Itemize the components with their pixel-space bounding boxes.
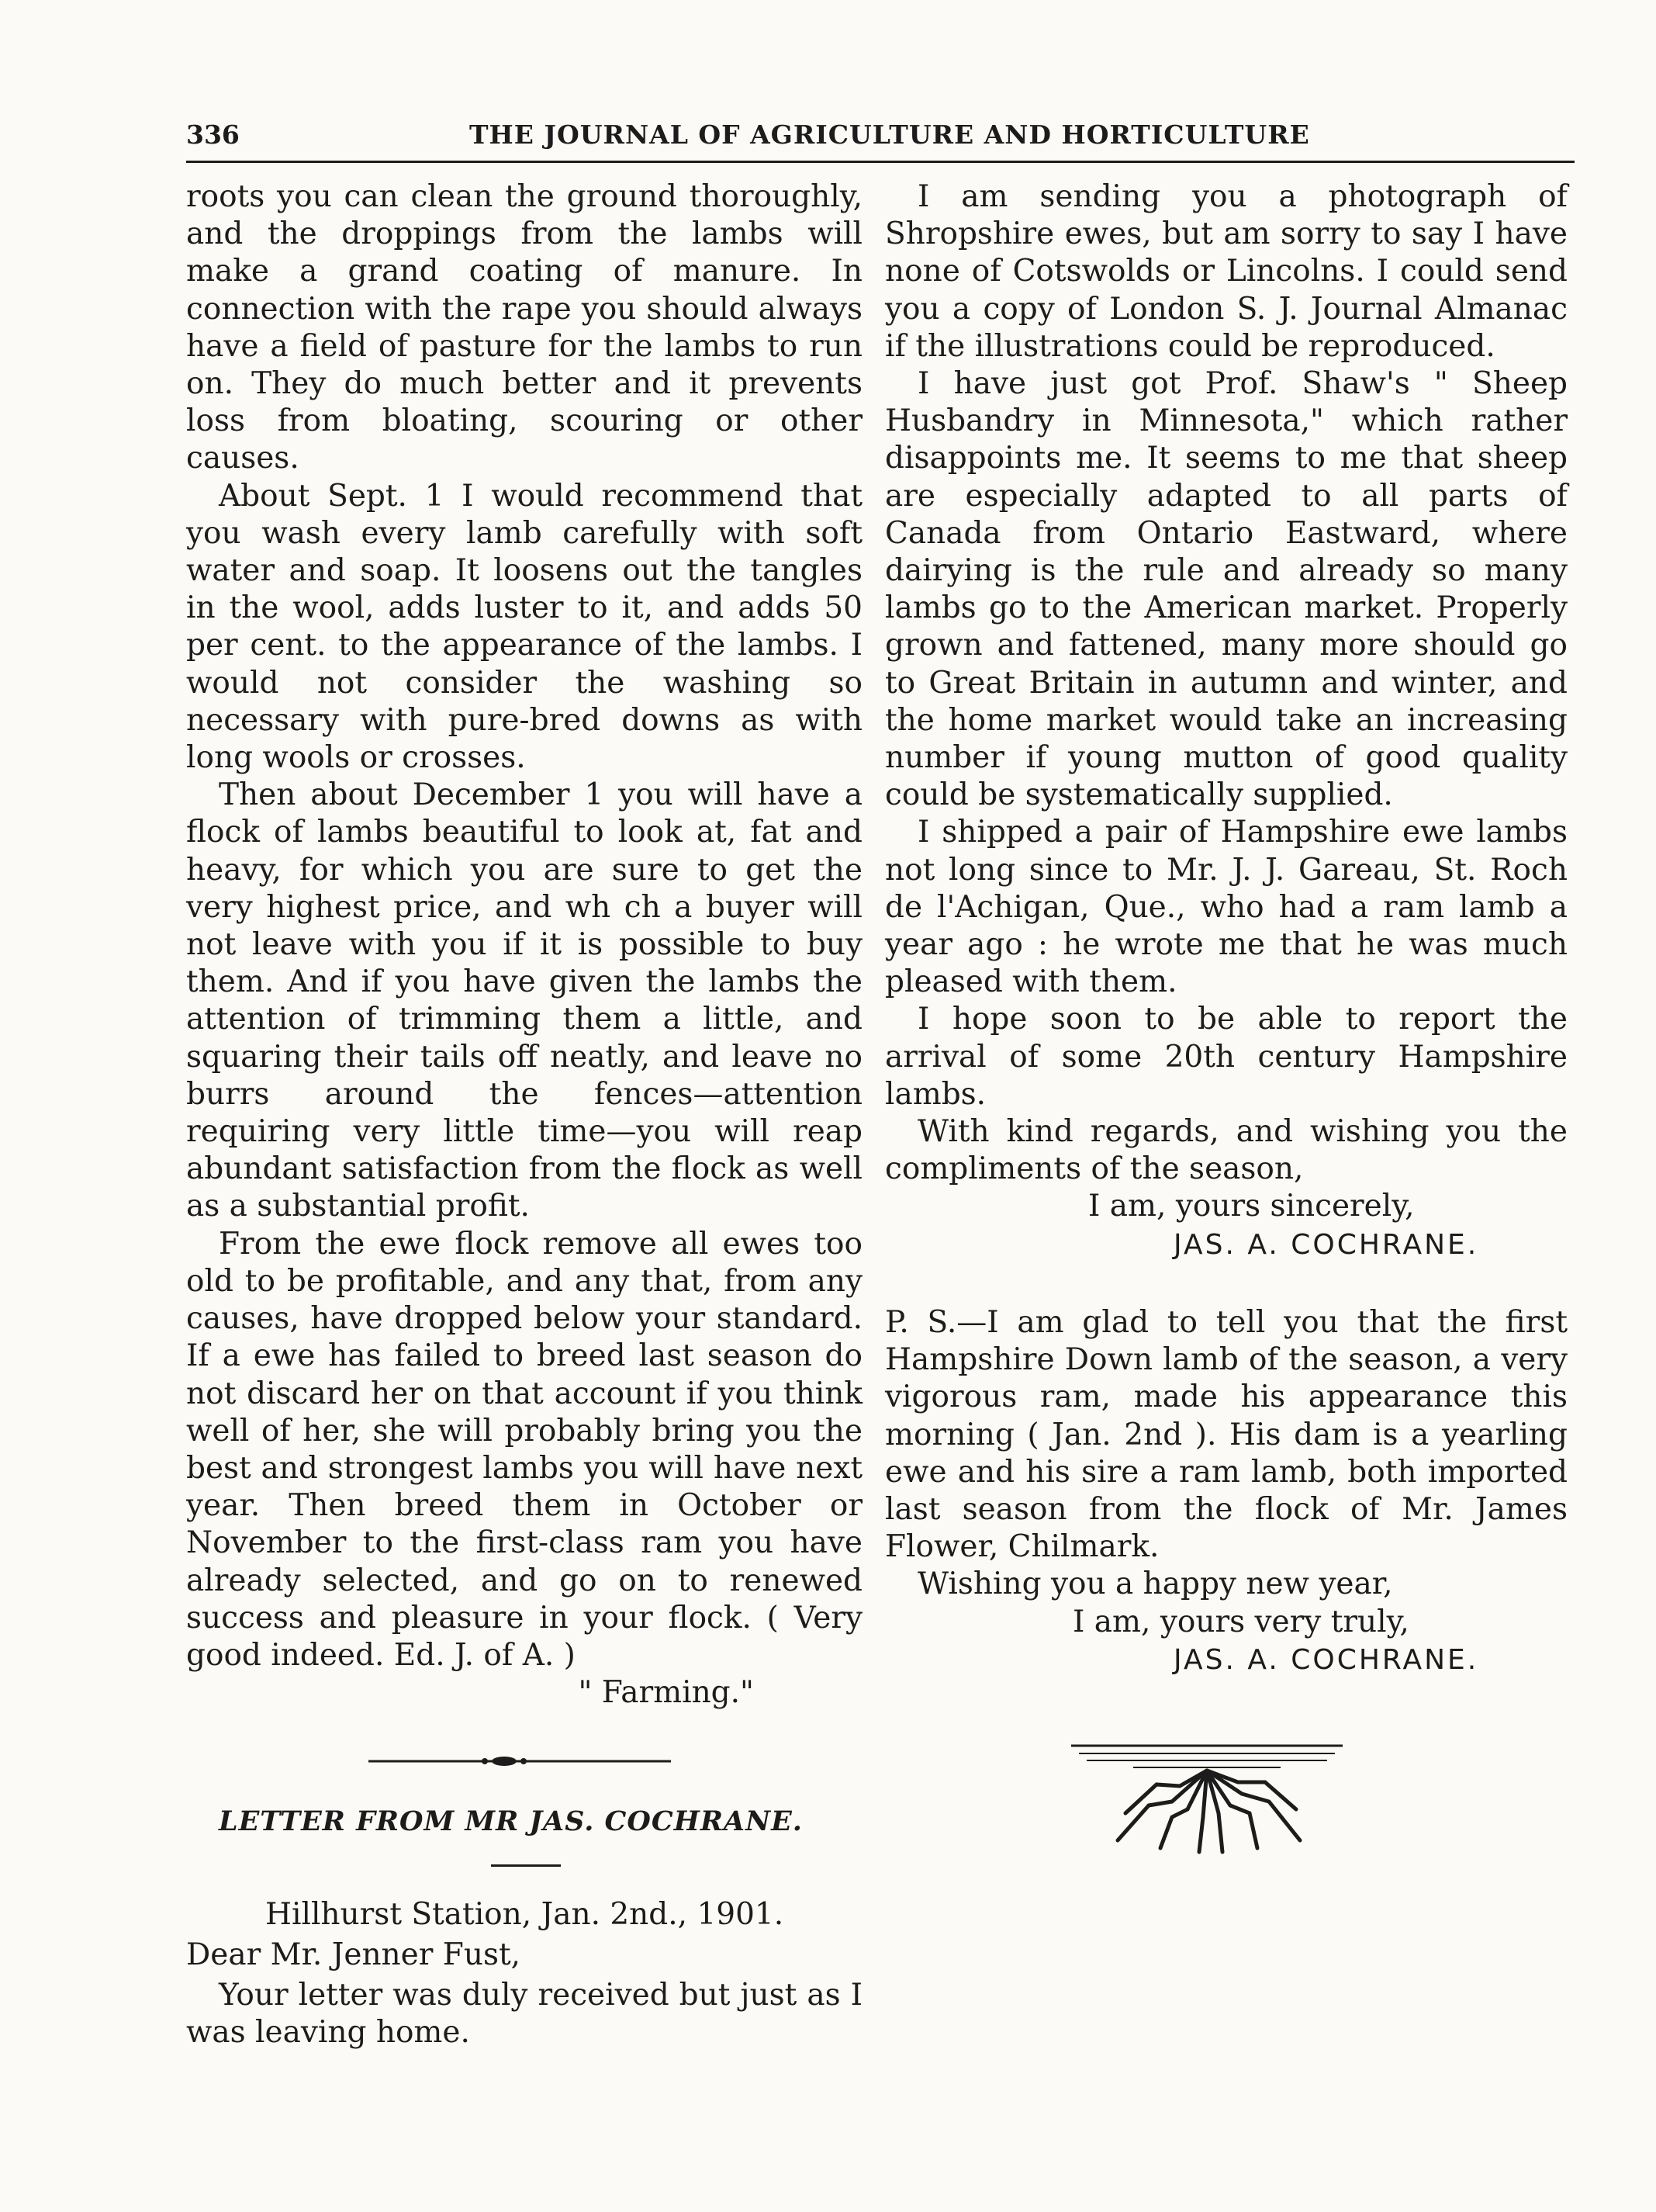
dateline: Hillhurst Station, Jan. 2nd., 1901. — [265, 1896, 784, 1932]
paragraph: Wishing you a happy new year, — [918, 1566, 1393, 1602]
source-credit: " Farming." — [578, 1675, 754, 1711]
paragraph: Your letter was duly received but just as I was leaving home. — [186, 1977, 863, 2051]
left-column — [186, 178, 863, 2051]
running-title: THE JOURNAL OF AGRICULTURE AND HORTICULTURE — [469, 119, 1310, 150]
heading-rule — [491, 1864, 561, 1867]
paragraph: Then about December 1 you will have a flock of lambs beautiful to look at, fat and heavy, for which you are sure to get the very highest price, and wh ch a buyer will not leave with you if it is possible to buy them. And if you have given the lambs the attention of trimming them a little, and squaring their tails off neatly, and leave no burrs around the fences—attention requiring very little time—you will reap abundant satisfaction from the flock as well as a substantial profit. — [186, 777, 863, 1224]
postscript: P. S.—I am glad to tell you that the first Hampshire Down lamb of the season, a very vigorous ram, made his appearance this morning ( Jan. 2nd ). His dam is a yearling ewe and his sire a ram lamb, both imported last season from the flock of Mr. James Flower, Chilmark. — [885, 1304, 1568, 1565]
closing: I am, yours sincerely, — [1088, 1189, 1415, 1224]
page-number: 336 — [186, 119, 240, 150]
letter-heading: LETTER FROM MR JAS. COCHRANE. — [219, 1805, 803, 1838]
paragraph: About Sept. 1 I would recommend that you wash every lamb carefully with soft water and soap. It loosens out the tangles in the wool, adds luster to it, and adds 50 per cent. to the appearance of the lambs. I would not consider the washing so necessary with pure-bred downs as with long wools or crosses. — [186, 478, 863, 776]
paragraph: roots you can clean the ground thoroughly, and the droppings from the lambs will make a grand coating of manure. In connection with the rape you should always have a field of pasture for the lambs to run on. They do much better and it prevents loss from bloating, scouring or other causes. — [186, 179, 863, 476]
sunburst-ornament-icon — [1063, 1739, 1350, 1856]
header-rule — [186, 161, 1575, 163]
signature: JAS. A. COCHRANE. — [1174, 1643, 1479, 1676]
ornament-rule-icon — [368, 1752, 671, 1771]
paragraph: With kind regards, and wishing you the compliments of the season, — [885, 1114, 1568, 1187]
closing: I am, yours very truly, — [1073, 1604, 1409, 1639]
page-header — [186, 109, 1575, 155]
paragraph: From the ewe flock remove all ewes too old to be profitable, and any that, from any causes, have dropped below your standard. If a ewe has failed to breed last season do not discard her on that account if you think well of her, she will probably bring you the best and strongest lambs you will have next year. Then breed them in October or November to the first-class ram you have already selected, and go on to renewed success and pleasure in your flock. ( Very good indeed. Ed. J. of A. ) — [186, 1226, 863, 1673]
signature: JAS. A. COCHRANE. — [1174, 1228, 1479, 1261]
paragraph: I shipped a pair of Hampshire ewe lambs not long since to Mr. J. J. Gareau, St. Roch de l'Achigan, Que., who had a ram lamb a year ago : he wrote me that he was much pleased with them. — [885, 815, 1568, 1000]
right-column — [885, 178, 1568, 1856]
paragraph: I have just got Prof. Shaw's " Sheep Husbandry in Minnesota," which rather disappoints me. It seems to me that sheep are especially adapted to all parts of Canada from Ontario Eastward, where dairying is the rule and already so many lambs go to the American market. Properly grown and fattened, many more should go to Great Britain in autumn and winter, and the home market would take an increasing number if young mutton of good quality could be systematically supplied. — [885, 366, 1568, 813]
paragraph: I hope soon to be able to report the arrival of some 20th century Hampshire lambs. — [885, 1002, 1568, 1112]
paragraph: I am sending you a photograph of Shropshire ewes, but am sorry to say I have none of Cotswolds or Lincolns. I could send you a copy of London S. J. Journal Almanac if the illustrations could be reproduced. — [885, 179, 1568, 364]
salutation: Dear Mr. Jenner Fust, — [186, 1937, 521, 1972]
